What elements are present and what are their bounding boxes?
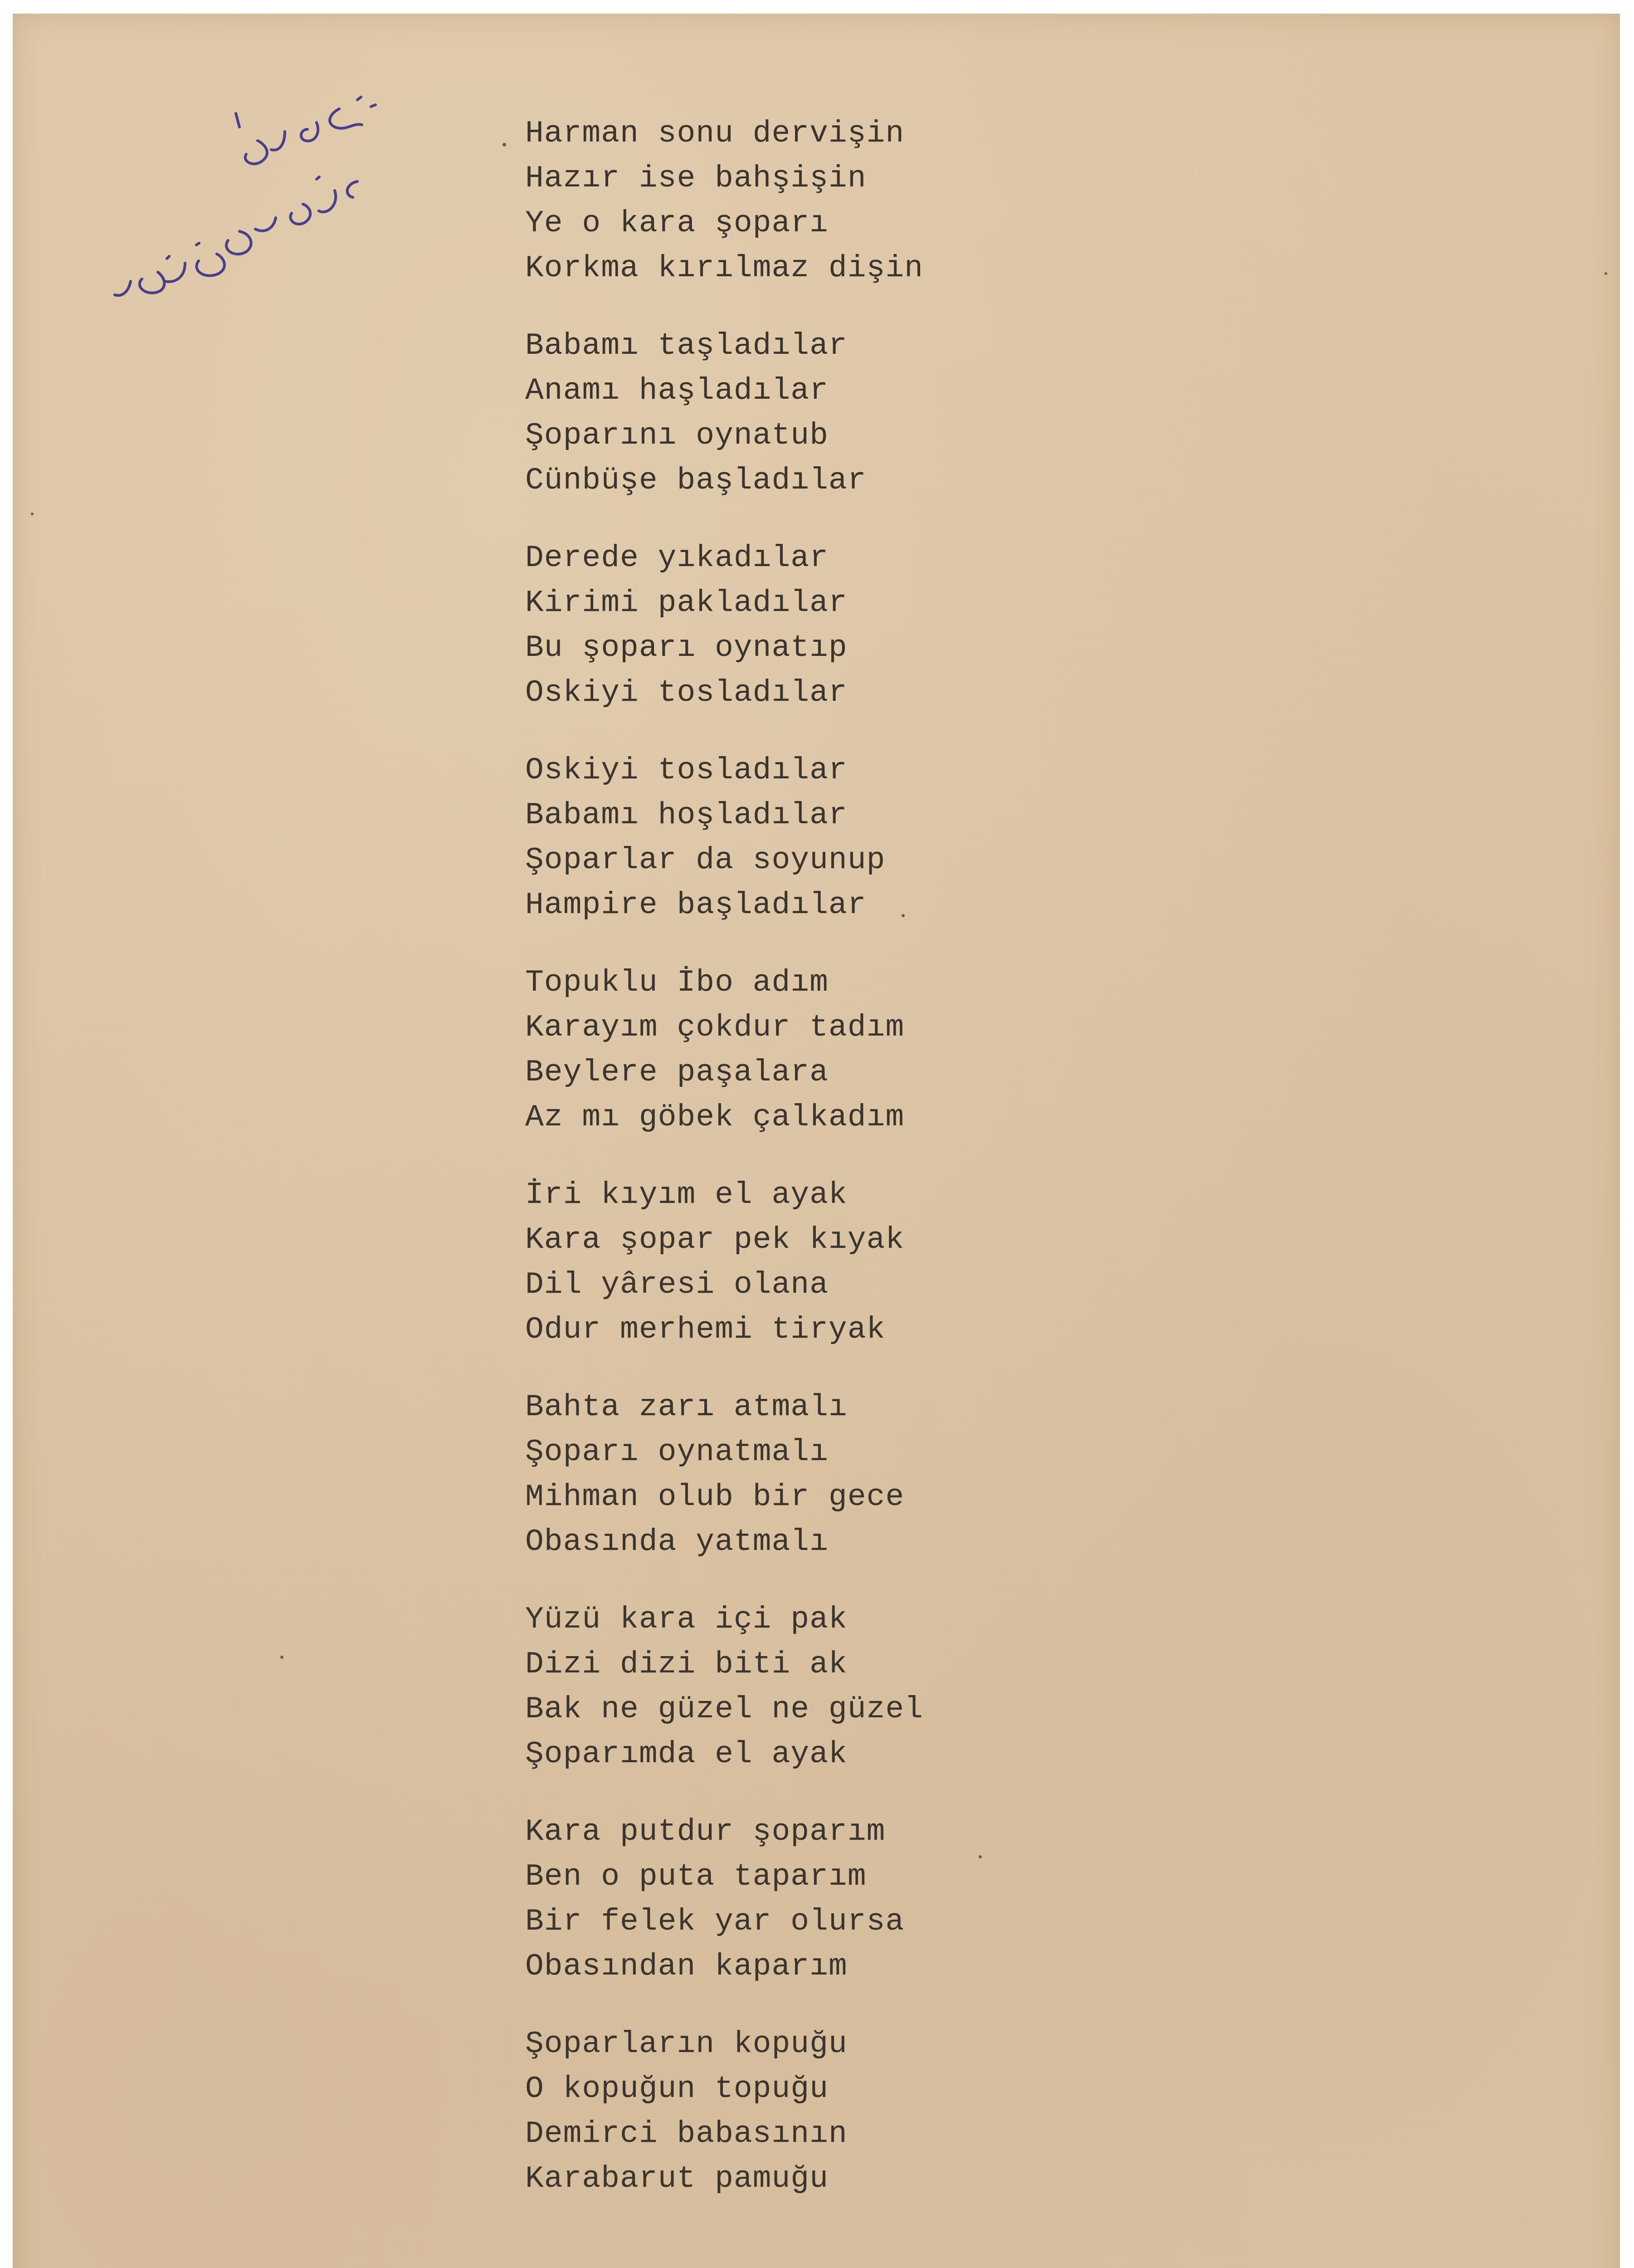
poem-line: Babamı hoşladılar <box>525 798 848 833</box>
poem-line: O kopuğun topuğu <box>525 2072 829 2107</box>
ink-speck <box>280 1656 283 1659</box>
ink-speck <box>902 914 905 917</box>
handwritten-signature-icon <box>103 82 421 318</box>
stanza <box>525 2022 1205 2201</box>
poem-line: Harman sonu dervişin <box>525 116 905 151</box>
poem-line: Şoparımda el ayak <box>525 1737 848 1772</box>
poem-line: Obasından kaparım <box>525 1949 848 1984</box>
ink-speck <box>979 1855 982 1858</box>
poem-line: Topuklu İbo adım <box>525 965 829 1000</box>
poem-line: Kara şopar pek kıyak <box>525 1222 905 1257</box>
stanza <box>525 536 1205 715</box>
poem-line: İri kıyım el ayak <box>525 1178 848 1212</box>
poem-line: Ben o puta taparım <box>525 1859 867 1894</box>
stanza <box>525 323 1205 503</box>
poem-line: Kara putdur şoparım <box>525 1814 886 1849</box>
stanza <box>525 1385 1205 1564</box>
ink-speck <box>31 513 34 515</box>
poem-line: Az mı göbek çalkadım <box>525 1100 905 1135</box>
ink-speck <box>1605 272 1607 275</box>
poem-line: Dizi dizi biti ak <box>525 1647 848 1682</box>
poem-line: Odur merhemi tiryak <box>525 1312 886 1347</box>
stanza <box>525 111 1205 291</box>
poem-line: Şoparların kopuğu <box>525 2027 848 2062</box>
poem-line: Hazır ise bahşişin <box>525 161 867 196</box>
handwritten-annotation <box>103 82 421 318</box>
ink-speck <box>502 143 506 147</box>
poem-line: Cünbüşe başladılar <box>525 463 867 498</box>
poem-line: Mihman olub bir gece <box>525 1480 905 1515</box>
poem-line: Bu şoparı oynatıp <box>525 631 848 665</box>
stanza <box>525 1173 1205 1352</box>
poem-line: Obasında yatmalı <box>525 1525 829 1559</box>
poem-line: Ye o kara şoparı <box>525 206 829 241</box>
poem-line: Derede yıkadılar <box>525 541 829 576</box>
poem-line: Babamı taşladılar <box>525 328 848 363</box>
poem-line: Hampire başladılar <box>525 888 867 923</box>
stanza <box>525 1597 1205 1777</box>
poem-line: Oskiyi tosladılar <box>525 675 848 710</box>
poem-line: Demirci babasının <box>525 2116 848 2151</box>
poem-line: Beylere paşalara <box>525 1055 829 1090</box>
poem-line: Bir felek yar olursa <box>525 1904 905 1939</box>
poem-line: Şoparını oynatub <box>525 418 829 453</box>
poem-body <box>525 111 1205 2234</box>
stanza <box>525 748 1205 928</box>
stanza <box>525 1809 1205 1989</box>
poem-line: Korkma kırılmaz dişin <box>525 251 923 286</box>
poem-line: Bak ne güzel ne güzel <box>525 1692 923 1727</box>
poem-line: Karabarut pamuğu <box>525 2161 829 2196</box>
poem-line: Karayım çokdur tadım <box>525 1010 905 1045</box>
poem-line: Şoparı oynatmalı <box>525 1435 829 1470</box>
stanza <box>525 960 1205 1140</box>
poem-line: Kirimi pakladılar <box>525 586 848 621</box>
poem-line: Oskiyi tosladılar <box>525 753 848 788</box>
poem-line: Yüzü kara içi pak <box>525 1602 848 1637</box>
poem-line: Bahta zarı atmalı <box>525 1390 848 1425</box>
poem-line: Şoparlar da soyunup <box>525 843 886 878</box>
poem-line: Anamı haşladılar <box>525 373 829 408</box>
poem-line: Dil yâresi olana <box>525 1267 829 1302</box>
paper-sheet <box>13 14 1620 2268</box>
